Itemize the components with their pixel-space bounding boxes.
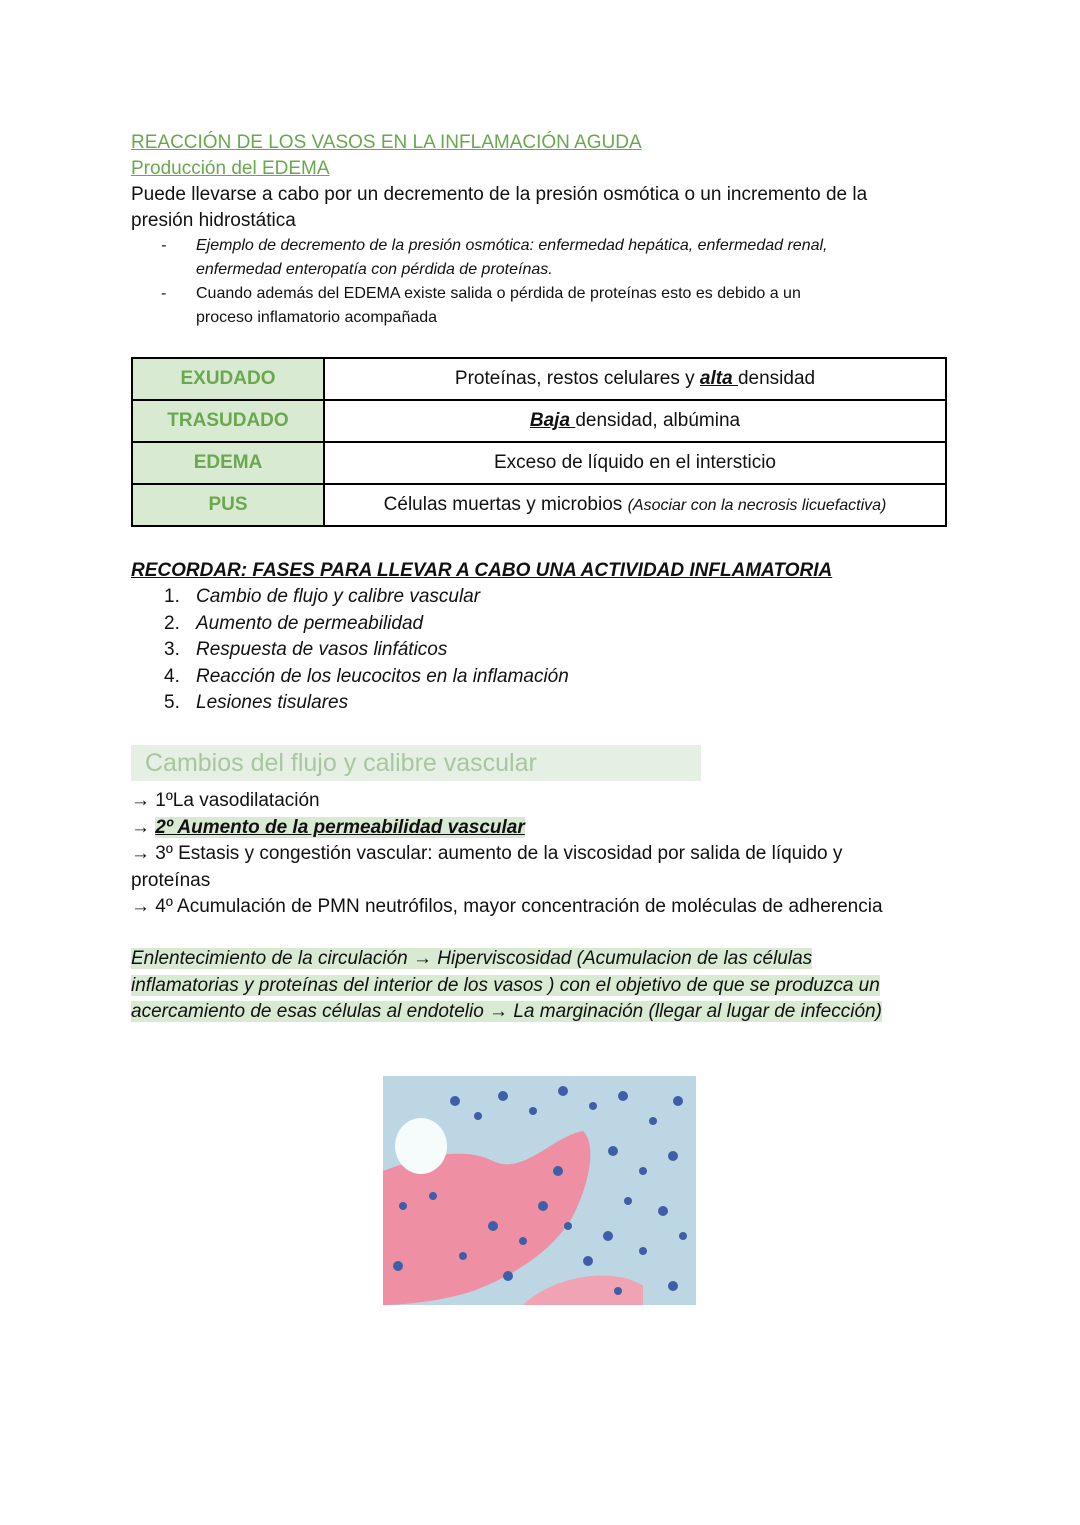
bullet-line: Ejemplo de decremento de la presión osmótica: enfermedad hepática, enfermedad renal, — [196, 237, 828, 254]
page-title: REACCIÓN DE LOS VASOS EN LA INFLAMACIÓN AGUDA — [131, 132, 642, 153]
step-line — [131, 841, 951, 868]
intro-line-1: Puede llevarse a cabo por un decremento de la presión osmótica o un incremento de la — [131, 184, 868, 205]
highlighted-note — [131, 946, 951, 1026]
table-row — [132, 358, 946, 400]
phase-number: 1. — [164, 586, 180, 607]
definition-emphasis: alta — [699, 368, 738, 389]
phase-number: 2. — [164, 612, 180, 634]
phase-number: 4. — [164, 665, 180, 687]
note-line: inflamatorias y proteínas del interior de los vasos ) con el objetivo de que se produzca un — [131, 974, 880, 996]
definition-cell — [324, 358, 946, 400]
definition-text: Exceso de líquido en el intersticio — [494, 452, 776, 473]
list-item — [131, 584, 569, 611]
arrow: → — [131, 816, 156, 838]
definition-text: densidad, albúmina — [575, 410, 741, 431]
step-text: 1ºLa vasodilatación — [155, 790, 320, 811]
recall-heading: RECORDAR: FASES PARA LLEVAR A CABO UNA ACTIVIDAD INFLAMATORIA — [131, 560, 833, 581]
steps-list — [131, 788, 951, 921]
arrow: → — [131, 896, 156, 917]
list-item — [131, 664, 569, 691]
step-line: proteínas — [131, 869, 211, 891]
step-text: 3º Estasis y congestión vascular: aumento de la viscosidad por salida de líquido y — [155, 843, 843, 864]
phase-text: Respuesta de vasos linfáticos — [196, 639, 448, 660]
term-cell: EXUDADO — [132, 358, 324, 400]
step-line — [131, 894, 951, 921]
list-item — [131, 637, 569, 664]
definition-cell — [324, 442, 946, 484]
phases-list — [131, 584, 569, 717]
note-line: acercamiento de esas células al endotelio → La marginación (llegar al lugar de infección) — [131, 1001, 882, 1022]
list-item — [131, 282, 951, 330]
phase-text: Cambio de flujo y calibre vascular — [196, 586, 481, 607]
list-item — [131, 234, 951, 282]
bullet-line: proceso inflamatorio acompañada — [196, 309, 438, 326]
bullet-line: Cuando además del EDEMA existe salida o pérdida de proteínas esto es debido a un — [196, 285, 801, 302]
phase-number: 5. — [164, 692, 180, 713]
list-item — [131, 611, 569, 638]
step-line — [131, 788, 951, 815]
bullet-dash: - — [161, 285, 167, 302]
bullet-line: enfermedad enteropatía con pérdida de proteínas. — [196, 261, 553, 278]
empty-space — [395, 1118, 447, 1174]
term-cell: PUS — [132, 484, 324, 526]
list-item — [131, 690, 569, 717]
table-row — [132, 484, 946, 526]
definition-cell — [324, 400, 946, 442]
document-header — [131, 130, 951, 330]
step-text-highlighted: 2º Aumento de la permeabilidad vascular — [155, 816, 525, 838]
arrow: → — [131, 790, 156, 811]
intro-bullets — [131, 234, 951, 330]
phase-text: Reacción de los leucocitos en la inflamación — [196, 665, 569, 687]
arrow: → — [131, 843, 156, 864]
definition-cell — [324, 484, 946, 526]
definition-note: (Asociar con la necrosis licuefactiva) — [627, 497, 887, 514]
note-line: Enlentecimiento de la circulación → Hiperviscosidad (Acumulacion de las células — [131, 948, 813, 969]
page-subtitle: Producción del EDEMA — [131, 158, 330, 179]
table-row — [132, 442, 946, 484]
phase-number: 3. — [164, 639, 180, 660]
intro-line-2: presión hidrostática — [131, 210, 296, 231]
definition-text: Proteínas, restos celulares y — [454, 368, 700, 389]
table-row — [132, 400, 946, 442]
phase-text: Aumento de permeabilidad — [196, 612, 424, 634]
definition-text: Células muertas y microbios — [383, 494, 628, 515]
step-line — [131, 815, 951, 842]
section-heading: Cambios del flujo y calibre vascular — [131, 745, 701, 781]
definitions-table — [131, 357, 947, 527]
histology-image — [383, 1076, 696, 1305]
definition-emphasis: Baja — [529, 410, 576, 431]
phase-text: Lesiones tisulares — [196, 692, 349, 713]
term-cell: TRASUDADO — [132, 400, 324, 442]
step-text: 4º Acumulación de PMN neutrófilos, mayor concentración de moléculas de adherencia — [155, 896, 883, 917]
bullet-dash: - — [161, 237, 167, 254]
definition-text: densidad — [737, 368, 816, 389]
term-cell: EDEMA — [132, 442, 324, 484]
